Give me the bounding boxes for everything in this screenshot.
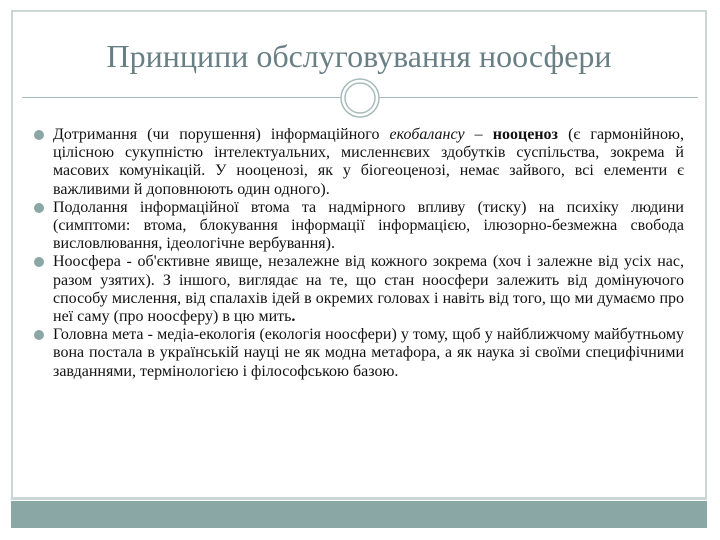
bullet-text: Ноосфера - об'єктивне явище, незалежне від кожного зокрема (хоч і залежне від усіх нас, разом узятих). З іншого, виглядає на те, що стан ноосфери залежить від домінуючого способу мислення, від спалахів ідей в окремих головах і навіть від того, що ми думаємо про неї саму (про ноосферу) в цю мить.: [53, 253, 684, 326]
bullet-text: Головна мета - медіа-екологія (екологія ноосфери) у тому, щоб у найближчому майбутньому вона постала в українській науці не як модна метафора, а як наука зі своїми специфічними завданнями, термінологією і філософською базою.: [53, 326, 684, 380]
bullet-dot-icon: [34, 130, 44, 140]
double-circle-ornament-icon: [340, 78, 380, 118]
bullet-dot-icon: [34, 257, 44, 267]
bullet-text: Дотримання (чи порушення) інформаційного екобалансу – нооценоз (є гармонійною, цілісною сукупністю інтелектуальних, мисленнєвих здобутків суспільства, зокрема й масових комунікацій. У нооценозі, як у біогеоценозі, немає зайвого, всі елементи є важливими й доповнюють один одного).: [53, 126, 685, 198]
bullet-dot-icon: [34, 203, 44, 213]
list-item: [34, 253, 684, 326]
slide-title: Принципи обслуговування ноосфери: [106, 38, 612, 74]
bullet-text: Подолання інформаційної втома та надмірного впливу (тиску) на психіку людини (симптоми: втома, блокування інформації інформацією, ілюзорно-безмежна свобода висловлювання, ідеологічне вербування).: [53, 198, 684, 253]
bottom-bar: [11, 501, 707, 528]
list-item: [34, 326, 684, 381]
list-item: [34, 126, 684, 199]
bullet-dot-icon: [34, 330, 44, 340]
list-item: [34, 199, 684, 254]
bullet-list: [34, 126, 684, 381]
